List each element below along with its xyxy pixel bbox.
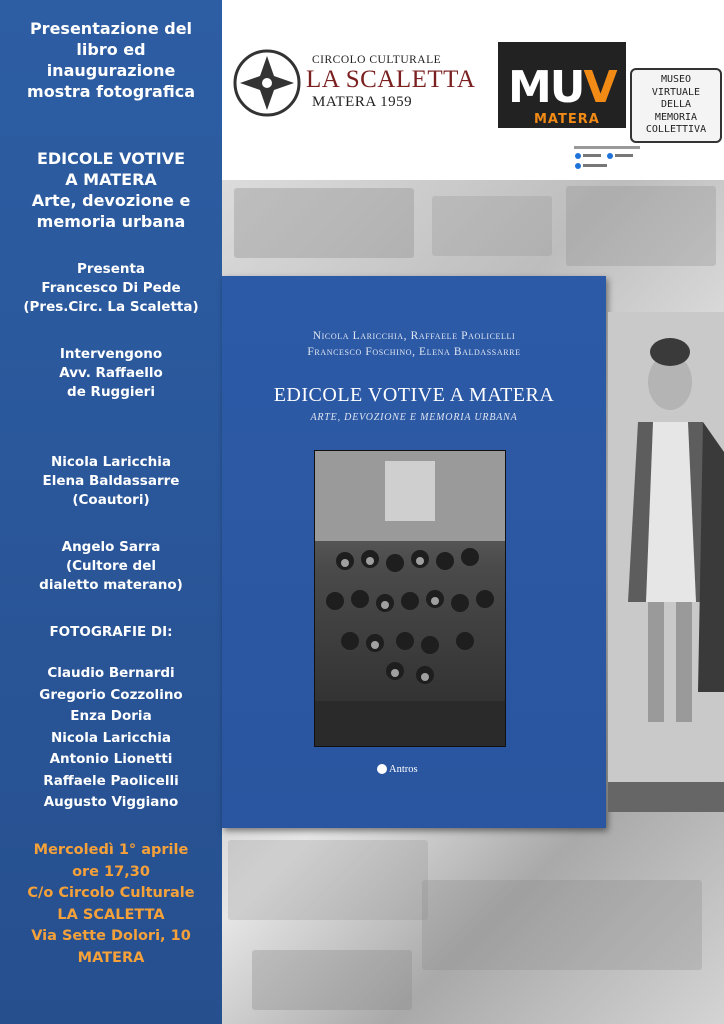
dialect-expert-block xyxy=(0,538,222,595)
saint-painting xyxy=(608,312,724,812)
event-title-line: Presentazione del xyxy=(29,19,193,38)
scaletta-cross-logo-icon xyxy=(232,48,302,118)
presenter-line: (Pres.Circ. La Scaletta) xyxy=(23,299,199,315)
muv-description xyxy=(630,68,722,143)
event-info-line: LA SCALETTA xyxy=(57,906,165,923)
event-info-line: MATERA xyxy=(77,949,145,966)
info-sidebar xyxy=(0,0,222,1024)
presenter-block xyxy=(0,260,222,317)
muv-description-line: MEMORIA xyxy=(654,111,698,123)
event-info-line: Mercoledì 1° aprile xyxy=(33,842,189,858)
book-subtitle: ARTE, DEVOZIONE E MEMORIA URBANA xyxy=(310,412,518,423)
coauthors-line: Elena Baldassarre xyxy=(42,473,180,489)
book-authors-line-1: Nicola Laricchia, Raffaele Paolicelli xyxy=(312,330,516,342)
photographer-line: Enza Doria xyxy=(70,708,152,724)
book-heading-line: A MATERA xyxy=(65,170,157,189)
photographers-list xyxy=(0,663,222,814)
dialect-expert-line: (Cultore del xyxy=(65,558,156,574)
muv-description-line: VIRTUALE xyxy=(651,86,701,98)
scaletta-year: MATERA 1959 xyxy=(312,94,413,110)
book-heading-line: EDICOLE VOTIVE xyxy=(36,149,186,168)
muv-description-line: DELLA xyxy=(660,99,692,110)
publisher-logo-icon xyxy=(377,764,387,774)
book-heading xyxy=(0,148,222,232)
event-info-line: C/o Circolo Culturale xyxy=(27,885,195,901)
photographer-line: Augusto Viggiano xyxy=(43,794,179,810)
scaletta-name: LA SCALETTA xyxy=(306,66,476,93)
coauthors-block xyxy=(0,453,222,510)
coauthors-line: (Coautori) xyxy=(72,492,150,508)
muv-description-line: COLLETTIVA xyxy=(645,124,707,135)
event-info-line: ore 17,30 xyxy=(72,863,150,880)
presenter-line: Presenta xyxy=(76,261,146,277)
event-title-line: libro ed xyxy=(76,40,146,59)
photographer-line: Nicola Laricchia xyxy=(51,729,171,746)
book-authors-line-2: Francesco Foschino, Elena Baldassarre xyxy=(307,346,521,358)
photographer-line: Gregorio Cozzolino xyxy=(39,686,183,703)
speakers-line: Avv. Raffaello xyxy=(59,365,163,381)
speakers-line: de Ruggieri xyxy=(67,384,155,400)
event-date-location xyxy=(0,840,222,969)
coauthors-line: Nicola Laricchia xyxy=(51,454,171,470)
event-title-line: mostra fotografica xyxy=(27,82,195,101)
muv-matera-label: MATERA xyxy=(534,112,600,127)
book-publisher: Antros xyxy=(389,764,418,775)
speakers-block xyxy=(0,345,222,402)
photographer-line: Antonio Lionetti xyxy=(49,751,173,767)
event-info-line: Via Sette Dolori, 10 xyxy=(31,928,191,944)
speakers-line: Intervengono xyxy=(59,346,163,362)
book-cover-photo xyxy=(314,450,506,747)
dialect-expert-line: dialetto materano) xyxy=(39,577,183,593)
book-title: EDICOLE VOTIVE A MATERA xyxy=(273,384,555,406)
photo-credits-heading: FOTOGRAFIE DI: xyxy=(49,624,173,640)
scaletta-subtitle: CIRCOLO CULTURALE xyxy=(312,54,442,66)
muv-logo: MUV xyxy=(508,62,616,113)
photographer-line: Claudio Bernardi xyxy=(47,665,175,681)
dialect-expert-line: Angelo Sarra xyxy=(61,539,161,555)
book-heading-line: Arte, devozione e xyxy=(31,191,191,210)
photographer-line: Raffaele Paolicelli xyxy=(43,772,179,789)
presenter-line: Francesco Di Pede xyxy=(41,280,181,296)
book-heading-line: memoria urbana xyxy=(36,212,186,231)
muv-description-line: MUSEO xyxy=(660,74,692,85)
event-title-line: inaugurazione xyxy=(46,61,176,80)
event-title xyxy=(0,18,222,102)
social-contacts-icon xyxy=(572,140,642,174)
